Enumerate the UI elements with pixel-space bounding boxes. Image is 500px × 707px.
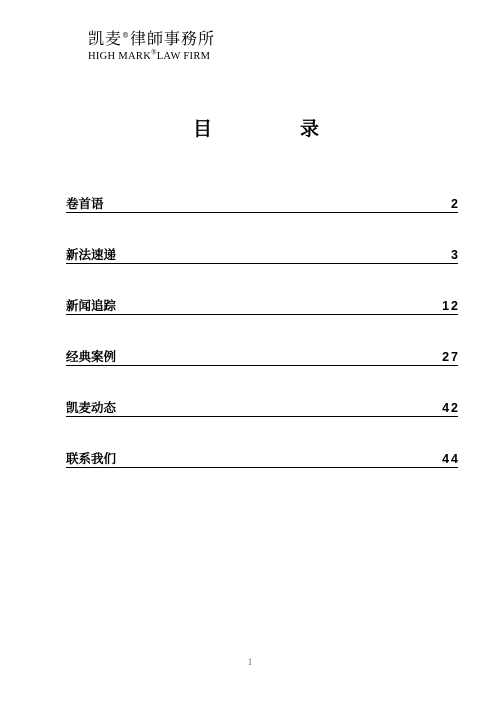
toc-link-contact-us[interactable]	[66, 451, 458, 468]
toc-link-new-laws[interactable]	[66, 247, 458, 264]
toc-link-preface[interactable]	[66, 196, 458, 213]
toc-label: 经典案例	[66, 349, 117, 364]
toc-row	[66, 349, 458, 400]
firm-logo	[88, 30, 248, 66]
toc-row	[66, 196, 458, 247]
logo-english-name	[88, 50, 210, 64]
logo-en-part1: HIGH MARK	[88, 51, 152, 62]
table-of-contents	[66, 196, 458, 502]
logo-cn-part1: 凯麦	[88, 29, 123, 48]
toc-row	[66, 400, 458, 451]
toc-link-news-tracking[interactable]	[66, 298, 458, 315]
toc-page-number: 12	[442, 299, 460, 313]
toc-link-classic-cases[interactable]	[66, 349, 458, 366]
toc-label: 新法速递	[66, 247, 117, 262]
toc-page-number: 2	[451, 197, 460, 211]
toc-label: 联系我们	[66, 451, 117, 466]
toc-link-firm-news[interactable]	[66, 400, 458, 417]
toc-page-number: 44	[442, 452, 460, 466]
toc-label: 凯麦动态	[66, 400, 117, 415]
logo-chinese-name	[88, 30, 215, 48]
toc-row	[66, 247, 458, 298]
registered-mark: ®	[122, 31, 131, 40]
registered-mark-en: ®	[151, 48, 157, 57]
toc-page-number: 3	[451, 248, 460, 262]
page-number: 1	[247, 657, 253, 667]
toc-row	[66, 298, 458, 349]
title-char-right: 录	[300, 118, 320, 140]
toc-page-number: 27	[442, 350, 460, 364]
toc-row	[66, 451, 458, 502]
toc-page-number: 42	[442, 401, 460, 415]
toc-label: 卷首语	[66, 196, 104, 211]
logo-en-part2: LAW FIRM	[156, 51, 211, 62]
title-char-left: 目	[193, 118, 213, 140]
page-title	[0, 116, 500, 142]
toc-label: 新闻追踪	[66, 298, 117, 313]
logo-cn-part2: 律師事務所	[130, 29, 216, 48]
